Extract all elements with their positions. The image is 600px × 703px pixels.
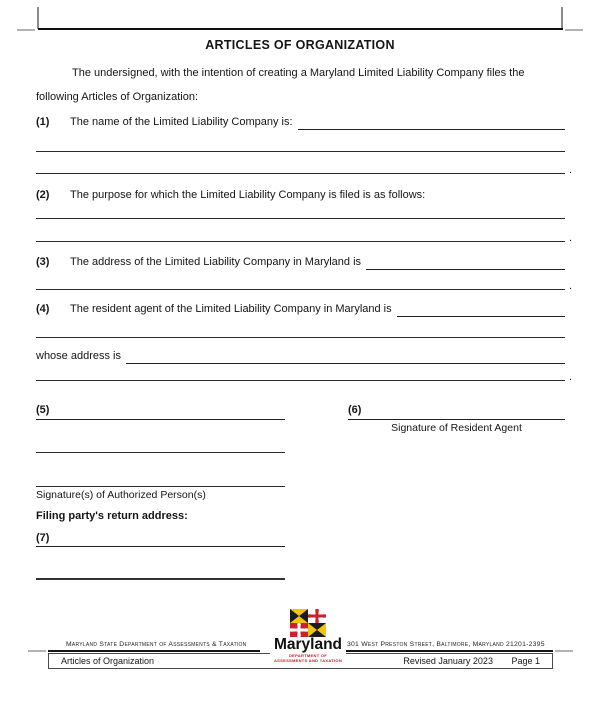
llc-name-continuation-line-1[interactable] bbox=[36, 151, 565, 152]
logo-subtitle-line-1: DEPARTMENT OF bbox=[288, 652, 328, 658]
logo-subtitle-line-2: ASSESSMENTS AND TAXATION bbox=[273, 657, 343, 663]
purpose-field-line-2[interactable] bbox=[36, 232, 572, 244]
llc-name-continuation-line-2[interactable] bbox=[36, 164, 572, 176]
item-4-number: (4) bbox=[36, 303, 50, 315]
item-2-label: The purpose for which the Limited Liability Company is filed is as follows: bbox=[70, 189, 426, 201]
top-right-crop-mark bbox=[561, 7, 563, 29]
footer-department-name: Maryland State Department of Assessments & Taxation bbox=[66, 641, 247, 648]
header-rule bbox=[38, 28, 563, 30]
resident-agent-field-line[interactable] bbox=[397, 303, 565, 317]
authorized-person-signature-line-1[interactable] bbox=[36, 404, 285, 420]
return-address-field-line-1[interactable] bbox=[36, 532, 285, 547]
resident-agent-continuation-line[interactable] bbox=[36, 337, 565, 338]
filing-party-heading: Filing party's return address: bbox=[36, 510, 188, 522]
top-right-edge-artifact bbox=[565, 29, 583, 31]
agent-address-row bbox=[36, 350, 565, 365]
purpose-field-line-1[interactable] bbox=[36, 218, 565, 219]
line-end-period: . bbox=[568, 232, 572, 244]
top-left-edge-artifact bbox=[17, 29, 35, 31]
item-1-label: The name of the Limited Liability Company is: bbox=[70, 116, 293, 128]
maryland-flag-icon bbox=[289, 609, 327, 637]
llc-name-field-line[interactable] bbox=[298, 116, 565, 130]
item-6-number: (6) bbox=[348, 404, 362, 416]
item-4-label: The resident agent of the Limited Liability Company in Maryland is bbox=[70, 303, 392, 315]
footer-right-edge-artifact bbox=[555, 650, 573, 652]
top-left-crop-mark bbox=[37, 7, 39, 29]
agent-address-label: whose address is bbox=[36, 350, 121, 362]
authorized-person-signature-line-3[interactable] bbox=[36, 486, 285, 487]
resident-agent-signature-caption: Signature of Resident Agent bbox=[391, 422, 522, 434]
llc-address-field-line[interactable] bbox=[366, 256, 565, 270]
line-end-period: . bbox=[568, 371, 572, 383]
footer-rule-right bbox=[344, 650, 553, 652]
page-title: ARTICLES OF ORGANIZATION bbox=[205, 38, 395, 52]
line-end-period: . bbox=[568, 280, 572, 292]
footer-rule-left bbox=[48, 650, 260, 652]
maryland-wordmark: Maryland bbox=[273, 636, 343, 653]
item-1-number: (1) bbox=[36, 116, 50, 128]
item-2-number: (2) bbox=[36, 189, 50, 201]
agent-address-field-line[interactable] bbox=[126, 350, 565, 364]
item-2-row bbox=[36, 189, 565, 204]
llc-address-continuation-line[interactable] bbox=[36, 280, 572, 292]
return-address-field-line-2[interactable] bbox=[36, 578, 285, 580]
agent-address-continuation-line[interactable] bbox=[36, 371, 572, 383]
item-1-row bbox=[36, 116, 565, 131]
authorized-person-signature-caption: Signature(s) of Authorized Person(s) bbox=[36, 489, 206, 501]
resident-agent-signature-line[interactable] bbox=[348, 404, 565, 420]
item-4-row bbox=[36, 303, 565, 318]
item-3-label: The address of the Limited Liability Company in Maryland is bbox=[70, 256, 362, 268]
intro-paragraph-line-2: following Articles of Organization: bbox=[36, 91, 199, 103]
maryland-sdat-logo bbox=[270, 609, 346, 663]
item-5-number: (5) bbox=[36, 404, 50, 416]
item-7-number: (7) bbox=[36, 532, 50, 544]
item-3-number: (3) bbox=[36, 256, 50, 268]
item-3-row bbox=[36, 256, 565, 271]
footer-doc-name: Articles of Organization bbox=[61, 656, 155, 666]
footer-department-address: 301 West Preston Street, Baltimore, Maryland 21201-2395 bbox=[347, 641, 545, 648]
footer-revised-date: Revised January 2023 bbox=[403, 656, 493, 666]
line-end-period: . bbox=[568, 164, 572, 176]
authorized-person-signature-line-2[interactable] bbox=[36, 452, 285, 453]
intro-paragraph-line-1: The undersigned, with the intention of creating a Maryland Limited Liability Company files the bbox=[72, 67, 525, 79]
footer-page-number: Page 1 bbox=[511, 656, 540, 666]
footer-left-edge-artifact bbox=[28, 650, 46, 652]
